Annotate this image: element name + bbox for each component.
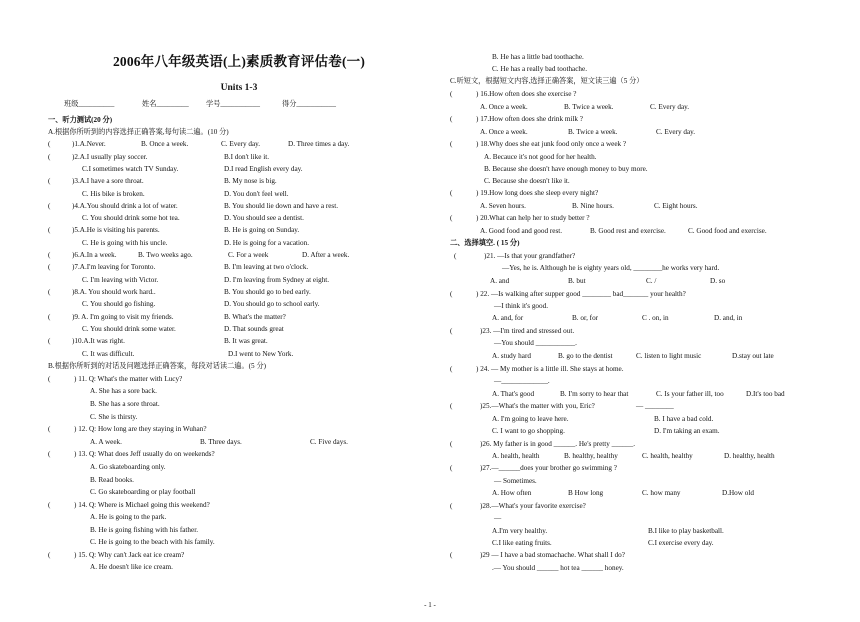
- line-text: B. Because she doesn't have enough money to buy more.: [484, 165, 648, 173]
- line-text: )1.A.Never.: [72, 140, 106, 148]
- line-text: A.I'm very healthy.: [492, 527, 548, 535]
- line-text: B.I don't like it.: [224, 153, 270, 161]
- line-text: )2.A.I usually play soccer.: [72, 153, 148, 161]
- line-text: C. For a week: [228, 251, 269, 259]
- line-text: D. He is going for a vacation.: [224, 239, 310, 247]
- line-text: ) 11. Q: What's the matter with Lucy?: [74, 375, 183, 383]
- line-text: A. Good food and good rest.: [480, 227, 563, 235]
- line-text: —Yes, he is. Although he is eighty years old, ________he works very hard.: [502, 264, 720, 272]
- line-text: (: [450, 551, 453, 559]
- line-text: B. but: [568, 277, 586, 285]
- line-text: )3.A.I have a sore throat.: [72, 177, 144, 185]
- line-text: A. I'm going to leave here.: [492, 415, 569, 423]
- line-text: C. His bike is broken.: [82, 190, 145, 198]
- line-text: D.I went to New York.: [228, 350, 294, 358]
- student-info-field: 班级__________: [64, 100, 115, 108]
- line-text: ) 19.How long does she sleep every night?: [476, 189, 599, 197]
- line-text: C. Good food and exercise.: [688, 227, 767, 235]
- line-text: D. I'm taking an exam.: [654, 427, 720, 435]
- line-text: C. I'm leaving with Victor.: [82, 276, 159, 284]
- line-text: C. Eight hours.: [654, 202, 698, 210]
- line-text: ) 18.Why does she eat junk food only once a week ?: [476, 140, 627, 148]
- line-text: C. Go skateboarding or play football: [90, 488, 196, 496]
- line-text: C. She is thirsty.: [90, 413, 138, 421]
- line-text: B. Twice a week.: [564, 103, 614, 111]
- page-number: - 1 -: [424, 601, 436, 609]
- line-text: A. That's good: [492, 390, 535, 398]
- line-text: )6.A.In a week.: [72, 251, 117, 259]
- line-text: B.I like to play basketball.: [648, 527, 724, 535]
- line-text: C. It was difficult.: [82, 350, 135, 358]
- line-text: (: [48, 375, 51, 383]
- line-text: C. You should go fishing.: [82, 300, 156, 308]
- line-text: — Sometimes.: [494, 477, 537, 485]
- line-text: A. Seven hours.: [480, 202, 526, 210]
- line-text: (: [450, 90, 453, 98]
- line-text: )9. A. I'm going to visit my friends.: [72, 313, 174, 321]
- line-text: )28.—What's your favorite exercise?: [480, 502, 586, 510]
- line-text: A. How often: [492, 489, 532, 497]
- line-text: D. That sounds great: [224, 325, 284, 333]
- line-text: D. so: [710, 277, 726, 285]
- line-text: B. He is going on Sunday.: [224, 226, 300, 234]
- line-text: B. Two weeks ago.: [138, 251, 193, 259]
- line-text: )10.A.It was right.: [72, 337, 125, 345]
- line-text: B. He is going fishing with his father.: [90, 526, 199, 534]
- line-text: C. I want to go shopping.: [492, 427, 565, 435]
- line-text: B.根据你所听到的对话及问题选择正确答案，每段对话读二遍。(5 分): [48, 362, 267, 370]
- line-text: C.I sometimes watch TV Sunday.: [82, 165, 179, 173]
- line-text: )21. —Is that your grandfather?: [484, 252, 576, 260]
- line-text: C. You should drink some water.: [82, 325, 176, 333]
- line-text: C. Because she doesn't like it.: [484, 177, 570, 185]
- line-text: ) 22. —Is walking after supper good ________ bad_______ your health?: [476, 290, 686, 298]
- student-info-field: 得分___________: [282, 100, 336, 108]
- line-text: C. health, healthy: [642, 452, 693, 460]
- line-text: D. You don't feel well.: [224, 190, 289, 198]
- line-text: (: [450, 502, 453, 510]
- line-text: D. You should see a dentist.: [224, 214, 304, 222]
- line-text: A.根据你所听到的内容选择正确答案,每句读二遍。(10 分): [48, 128, 229, 136]
- line-text: A. Becauce it's not good for her health.: [484, 153, 597, 161]
- line-text: ) 12. Q: How long are they staying in Wuhan?: [74, 425, 207, 433]
- line-text: D.How old: [722, 489, 754, 497]
- line-text: (: [450, 464, 453, 472]
- line-text: (: [48, 501, 51, 509]
- line-text: B. or, for: [572, 314, 599, 322]
- line-text: (: [450, 327, 453, 335]
- line-text: 一、听力测试(20 分): [48, 116, 113, 124]
- line-text: A. He is going to the park.: [90, 513, 167, 521]
- line-text: B. Three days.: [200, 438, 242, 446]
- line-text: )25.—What's the matter with you, Eric?: [480, 402, 595, 410]
- line-text: B. It was great.: [224, 337, 268, 345]
- line-text: (: [450, 365, 453, 373]
- line-text: )8.A. You should work hard..: [72, 288, 156, 296]
- page-title: 2006年八年级英语(上)素质教育评估卷(一): [112, 54, 366, 69]
- line-text: B. Read books.: [90, 476, 134, 484]
- line-text: (: [48, 177, 51, 185]
- line-text: C. Five days.: [310, 438, 348, 446]
- line-text: (: [450, 140, 453, 148]
- line-text: D. Three times a day.: [288, 140, 350, 148]
- line-text: B. Nine hours.: [572, 202, 614, 210]
- line-text: B. I'm sorry to hear that: [560, 390, 629, 398]
- line-text: ) 24. — My mother is a little ill. She stays at home.: [476, 365, 624, 373]
- line-text: D. and, in: [714, 314, 743, 322]
- line-text: (: [48, 450, 51, 458]
- line-text: B. You should go to bed early.: [224, 288, 311, 296]
- line-text: C. Every day.: [656, 128, 696, 136]
- line-text: D.I read English every day.: [224, 165, 303, 173]
- line-text: )4.A.You should drink a lot of water.: [72, 202, 178, 210]
- line-text: )27.—______does your brother go swimming ?: [480, 464, 617, 472]
- line-text: )29 — I have a bad stomachache. What shall I do?: [480, 551, 625, 559]
- line-text: —_____________.: [494, 377, 550, 385]
- line-text: B How long: [568, 489, 604, 497]
- line-text: C. He has a really bad toothache.: [492, 65, 587, 73]
- line-text: —: [494, 514, 502, 522]
- line-text: 二、选择填空. ( 15 分): [450, 239, 520, 247]
- line-text: D. healthy, health: [724, 452, 775, 460]
- line-text: B. Twice a week.: [568, 128, 618, 136]
- line-text: (: [48, 288, 51, 296]
- line-text: (: [48, 337, 51, 345]
- line-text: C. /: [646, 277, 657, 285]
- line-text: .— You should ______ hot tea ______ honey.: [492, 564, 624, 572]
- line-text: ) 20.What can help her to study better ?: [476, 214, 590, 222]
- line-text: B. You should lie down and have a rest.: [224, 202, 338, 210]
- line-text: B. Good rest and exercise.: [590, 227, 666, 235]
- line-text: ) 15. Q: Why can't Jack eat ice cream?: [74, 551, 185, 559]
- line-text: B. He has a little bad toothache.: [492, 53, 584, 61]
- line-text: C. Every day.: [221, 140, 261, 148]
- line-text: (: [454, 252, 457, 260]
- line-text: B. I have a bad cold.: [654, 415, 714, 423]
- line-text: (: [48, 140, 51, 148]
- line-text: C. You should drink some hot tea.: [82, 214, 180, 222]
- line-text: A. study hard: [492, 352, 531, 360]
- line-text: (: [450, 402, 453, 410]
- line-text: B. healthy, healthy: [564, 452, 618, 460]
- line-text: A. A week.: [90, 438, 122, 446]
- line-text: —I think it's good.: [494, 302, 549, 310]
- line-text: D.stay out late: [732, 352, 774, 360]
- line-text: A. Once a week.: [480, 128, 528, 136]
- line-text: D. You should go to school early.: [224, 300, 320, 308]
- line-text: D. After a week.: [302, 251, 350, 259]
- line-text: C. Every day.: [650, 103, 690, 111]
- line-text: B. I'm leaving at two o'clock.: [224, 263, 309, 271]
- line-text: (: [450, 115, 453, 123]
- student-info-field: 姓名_________: [142, 100, 189, 108]
- line-text: )7.A.I'm leaving for Toronto.: [72, 263, 156, 271]
- line-text: B. My nose is big.: [224, 177, 277, 185]
- line-text: A. and: [490, 277, 510, 285]
- line-text: B. What's the matter?: [224, 313, 286, 321]
- line-text: (: [48, 202, 51, 210]
- line-text: A. Go skateboarding only.: [90, 463, 166, 471]
- line-text: C. He is going with his uncle.: [82, 239, 168, 247]
- line-text: A. He doesn't like ice cream.: [90, 563, 173, 571]
- line-text: B. go to the dentist: [558, 352, 613, 360]
- line-text: A. She has a sore back.: [90, 387, 157, 395]
- line-text: ) 13. Q: What does Jeff usually do on weekends?: [74, 450, 215, 458]
- line-text: )5.A.He is visiting his parents.: [72, 226, 160, 234]
- line-text: C. listen to light music: [636, 352, 702, 360]
- line-text: — ________: [636, 402, 674, 410]
- line-text: B. Once a week.: [141, 140, 189, 148]
- line-text: C . on, in: [642, 314, 669, 322]
- line-text: C. He is going to the beach with his family.: [90, 538, 215, 546]
- line-text: (: [48, 226, 51, 234]
- line-text: C.I exercise every day.: [648, 539, 714, 547]
- line-text: C.听短文，根据短文内容,选择正确答案，短文读三遍（5 分）: [450, 77, 644, 85]
- line-text: D.It's too bad: [746, 390, 785, 398]
- line-text: (: [450, 214, 453, 222]
- line-text: (: [450, 440, 453, 448]
- line-text: A. and, for: [492, 314, 524, 322]
- line-text: C. Is your father ill, too: [656, 390, 724, 398]
- line-text: (: [48, 263, 51, 271]
- line-text: ) 16.How often does she exercise ?: [476, 90, 577, 98]
- line-text: D. I'm leaving from Sydney at eight.: [224, 276, 330, 284]
- line-text: (: [48, 251, 51, 259]
- line-text: (: [48, 313, 51, 321]
- line-text: C.I like eating fruits.: [492, 539, 552, 547]
- line-text: (: [48, 551, 51, 559]
- line-text: (: [48, 425, 51, 433]
- line-text: B. She has a sore throat.: [90, 400, 160, 408]
- line-text: ) 14. Q: Where is Michael going this weekend?: [74, 501, 210, 509]
- line-text: (: [450, 189, 453, 197]
- line-text: —You should ___________.: [494, 339, 577, 347]
- line-text: A. Once a week.: [480, 103, 528, 111]
- student-info-field: 学号___________: [206, 100, 260, 108]
- line-text: C. how many: [642, 489, 681, 497]
- line-text: (: [48, 153, 51, 161]
- line-text: (: [450, 290, 453, 298]
- line-text: A. health, health: [492, 452, 540, 460]
- units-heading: Units 1-3: [220, 83, 258, 93]
- line-text: )26. My father is in good ______. He's pretty ______.: [480, 440, 636, 448]
- line-text: )23. —I'm tired and stressed out.: [480, 327, 575, 335]
- line-text: ) 17.How often does she drink milk ?: [476, 115, 583, 123]
